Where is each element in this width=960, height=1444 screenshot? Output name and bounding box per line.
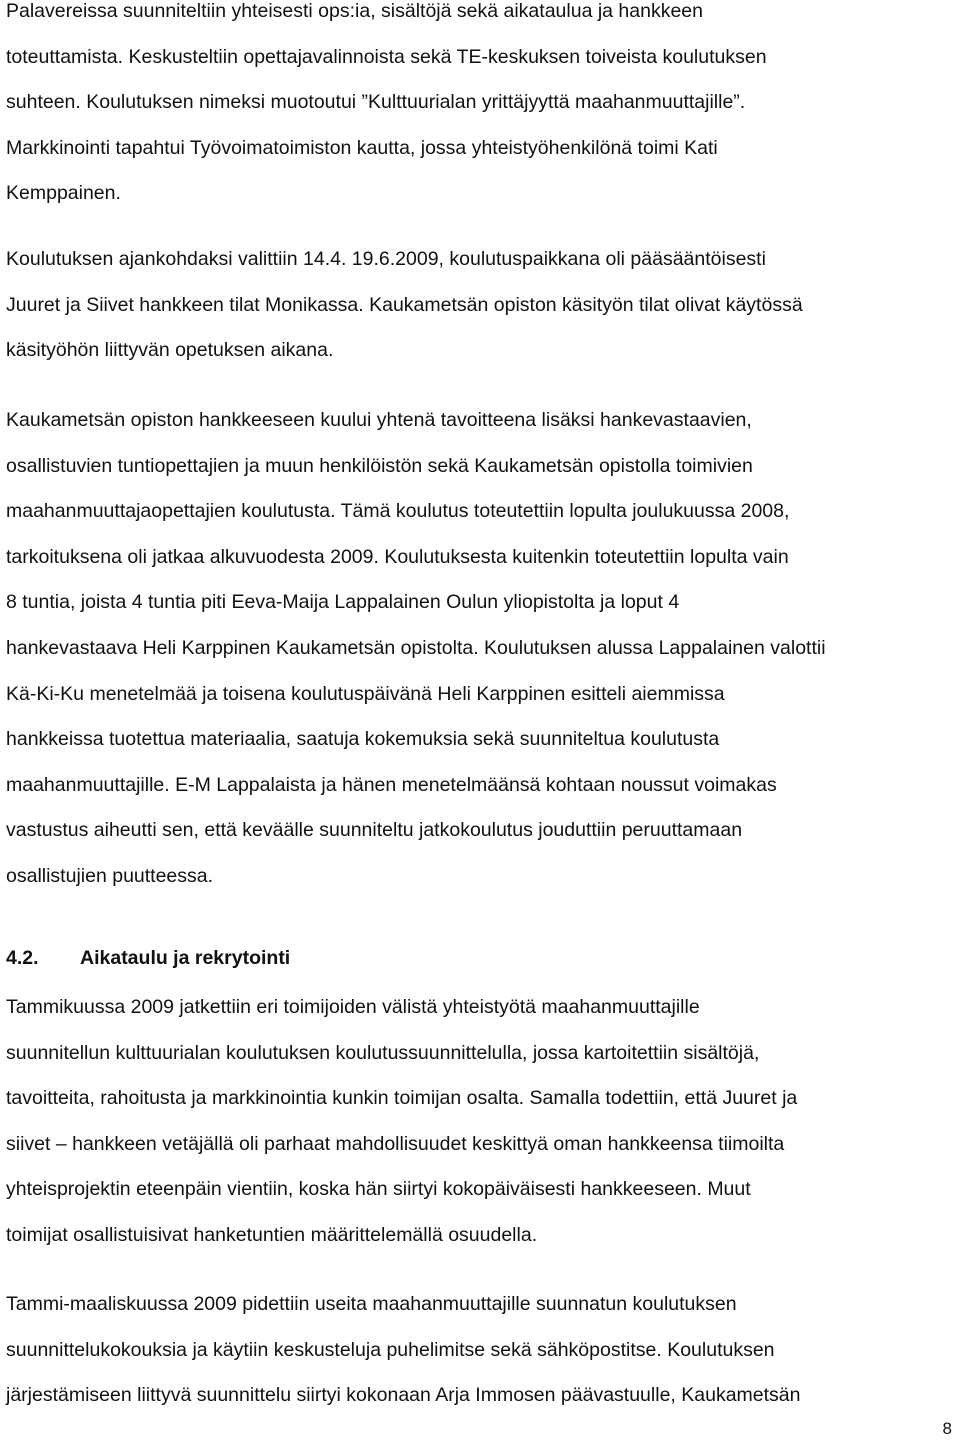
text-line: osallistujien puutteessa. <box>6 864 214 887</box>
text-line: 8 tuntia, joista 4 tuntia piti Eeva-Maija Lappalainen Oulun yliopistolta ja loput 4 <box>6 591 680 614</box>
page-number: 8 <box>942 1419 952 1438</box>
text-line: osallistuvien tuntiopettajien ja muun henkilöistön sekä Kaukametsän opistolla toimivien <box>6 454 753 477</box>
paragraph-spring-planning <box>6 1282 800 1419</box>
text-line: toimijat osallistuisivat hanketuntien määrittelemällä osuudella. <box>6 1223 538 1246</box>
text-line: suunnitellun kulttuurialan koulutuksen koulutussuunnittelulla, jossa kartoitettiin sisältöjä, <box>6 1041 760 1064</box>
text-line: suunnittelukokouksia ja käytiin keskusteluja puhelimitse sekä sähköpostitse. Koulutuksen <box>6 1338 775 1361</box>
text-line: hankkeissa tuotettua materiaalia, saatuja kokemuksia sekä suunniteltua koulutusta <box>6 728 720 751</box>
text-line: järjestämiseen liittyvä suunnittelu siirtyi kokonaan Arja Immosen päävastuulle, Kaukametsän <box>6 1384 801 1407</box>
text-line: yhteisprojektin eteenpäin vientiin, koska hän siirtyi kokopäiväisesti hankkeeseen. Muut <box>6 1178 751 1201</box>
text-line: hankevastaava Heli Karppinen Kaukametsän opistolta. Koulutuksen alussa Lappalainen valottii <box>6 636 826 659</box>
paragraph-planning-meetings <box>6 0 767 217</box>
text-line: suhteen. Koulutuksen nimeksi muotoutui ”Kulttuurialan yrittäjyyttä maahanmuuttajille”. <box>6 91 746 114</box>
paragraph-staff-training <box>6 398 826 900</box>
paragraph-training-dates <box>6 237 803 374</box>
text-line: Palavereissa suunniteltiin yhteisesti ops:ia, sisältöjä sekä aikataulua ja hankkeen <box>6 0 703 22</box>
paragraph-january-cooperation <box>6 985 797 1259</box>
text-line: vastustus aiheutti sen, että keväälle suunniteltu jatkokoulutus jouduttiin peruuttamaan <box>6 819 743 842</box>
text-line: maahanmuuttajaopettajien koulutusta. Tämä koulutus toteutettiin lopulta joulukuussa 2008, <box>6 500 790 523</box>
text-line: Tammi-maaliskuussa 2009 pidettiin useita maahanmuuttajille suunnatun koulutuksen <box>6 1293 737 1315</box>
text-line: toteuttamista. Keskusteltiin opettajavalinnoista sekä TE-keskuksen toiveista koulutuksen <box>6 45 767 68</box>
text-line: Kä-Ki-Ku menetelmää ja toisena koulutuspäivänä Heli Karppinen esitteli aiemmissa <box>6 682 725 705</box>
text-line: Kaukametsän opiston hankkeeseen kuului yhtenä tavoitteena lisäksi hankevastaavien, <box>6 409 752 431</box>
text-line: siivet – hankkeen vetäjällä oli parhaat mahdollisuudet keskittyä oman hankkeensa tiimoilta <box>6 1132 785 1155</box>
text-line: tavoitteita, rahoitusta ja markkinointia kunkin toimijan osalta. Samalla todettiin, että Juuret ja <box>6 1087 798 1110</box>
text-line: tarkoituksena oli jatkaa alkuvuodesta 2009. Koulutuksesta kuitenkin toteutettiin lopulta vain <box>6 545 789 568</box>
section-heading <box>6 940 290 976</box>
text-line: Kemppainen. <box>6 182 121 205</box>
section-title: Aikataulu ja rekrytointi <box>80 947 291 970</box>
text-line: Koulutuksen ajankohdaksi valittiin 14.4. 19.6.2009, koulutuspaikkana oli pääsääntöisesti <box>6 248 766 270</box>
text-line: Tammikuussa 2009 jatkettiin eri toimijoiden välistä yhteistyötä maahanmuuttajille <box>6 996 700 1018</box>
text-line: käsityöhön liittyvän opetuksen aikana. <box>6 339 334 362</box>
section-number: 4.2. <box>6 947 39 970</box>
text-line: Markkinointi tapahtui Työvoimatoimiston kautta, jossa yhteistyöhenkilönä toimi Kati <box>6 136 718 159</box>
text-line: Juuret ja Siivet hankkeen tilat Monikassa. Kaukametsän opiston käsityön tilat olivat käytössä <box>6 293 803 316</box>
text-line: maahanmuuttajille. E-M Lappalaista ja hänen menetelmäänsä kohtaan noussut voimakas <box>6 773 777 796</box>
